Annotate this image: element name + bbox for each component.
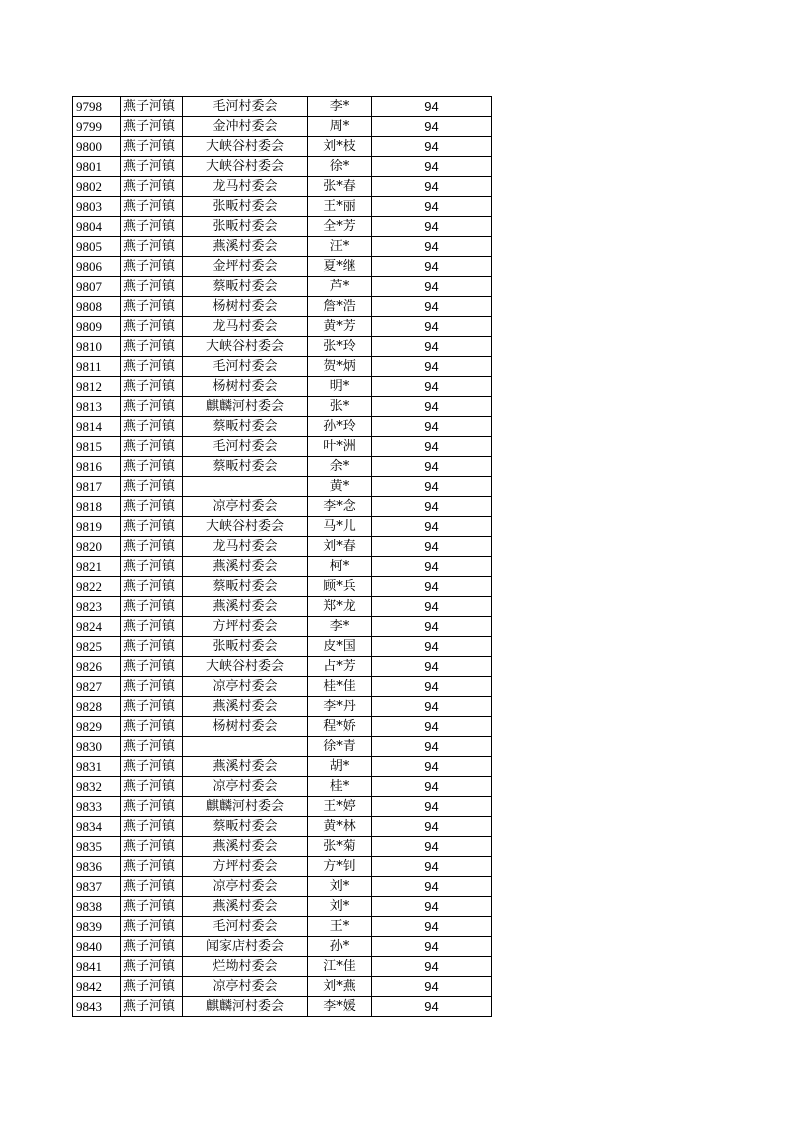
row-number-cell: 9807: [73, 277, 121, 297]
row-number-cell: 9815: [73, 437, 121, 457]
row-number-cell: 9820: [73, 537, 121, 557]
table-row: [73, 837, 492, 857]
town-cell: 燕子河镇: [121, 117, 183, 137]
row-number-cell: 9818: [73, 497, 121, 517]
table-row: [73, 417, 492, 437]
town-cell: 燕子河镇: [121, 917, 183, 937]
person-name-cell: 徐*: [308, 157, 372, 177]
score-cell: 94: [372, 717, 492, 737]
score-cell: 94: [372, 657, 492, 677]
table-row: [73, 137, 492, 157]
person-name-cell: 周*: [308, 117, 372, 137]
town-cell: 燕子河镇: [121, 337, 183, 357]
row-number-cell: 9798: [73, 97, 121, 117]
village-committee-cell: 麒麟河村委会: [183, 997, 308, 1017]
table-row: [73, 277, 492, 297]
village-committee-cell: 张畈村委会: [183, 197, 308, 217]
score-cell: 94: [372, 697, 492, 717]
table-row: [73, 797, 492, 817]
table-row: [73, 357, 492, 377]
table-row: [73, 877, 492, 897]
score-cell: 94: [372, 297, 492, 317]
person-name-cell: 郑*龙: [308, 597, 372, 617]
score-cell: 94: [372, 857, 492, 877]
village-committee-cell: 方坪村委会: [183, 857, 308, 877]
person-name-cell: 王*婷: [308, 797, 372, 817]
score-cell: 94: [372, 877, 492, 897]
row-number-cell: 9835: [73, 837, 121, 857]
person-name-cell: 李*: [308, 617, 372, 637]
score-cell: 94: [372, 257, 492, 277]
score-cell: 94: [372, 317, 492, 337]
score-cell: 94: [372, 957, 492, 977]
village-committee-cell: 凉亭村委会: [183, 977, 308, 997]
town-cell: 燕子河镇: [121, 857, 183, 877]
table-row: [73, 397, 492, 417]
village-committee-cell: 蔡畈村委会: [183, 457, 308, 477]
table-row: [73, 297, 492, 317]
table-row: [73, 997, 492, 1017]
row-number-cell: 9800: [73, 137, 121, 157]
row-number-cell: 9810: [73, 337, 121, 357]
row-number-cell: 9811: [73, 357, 121, 377]
score-cell: 94: [372, 497, 492, 517]
score-cell: 94: [372, 197, 492, 217]
person-name-cell: 方*钊: [308, 857, 372, 877]
score-cell: 94: [372, 397, 492, 417]
person-name-cell: 张*春: [308, 177, 372, 197]
row-number-cell: 9808: [73, 297, 121, 317]
row-number-cell: 9831: [73, 757, 121, 777]
table-row: [73, 637, 492, 657]
row-number-cell: 9803: [73, 197, 121, 217]
row-number-cell: 9825: [73, 637, 121, 657]
village-committee-cell: 蔡畈村委会: [183, 417, 308, 437]
village-committee-cell: [183, 737, 308, 757]
village-committee-cell: 麒麟河村委会: [183, 797, 308, 817]
village-committee-cell: 麒麟河村委会: [183, 397, 308, 417]
person-name-cell: 刘*: [308, 897, 372, 917]
village-committee-cell: 毛河村委会: [183, 97, 308, 117]
row-number-cell: 9834: [73, 817, 121, 837]
town-cell: 燕子河镇: [121, 817, 183, 837]
person-name-cell: 王*: [308, 917, 372, 937]
table-row: [73, 717, 492, 737]
row-number-cell: 9836: [73, 857, 121, 877]
score-cell: 94: [372, 677, 492, 697]
row-number-cell: 9809: [73, 317, 121, 337]
town-cell: 燕子河镇: [121, 537, 183, 557]
person-name-cell: 李*念: [308, 497, 372, 517]
town-cell: 燕子河镇: [121, 317, 183, 337]
town-cell: 燕子河镇: [121, 877, 183, 897]
table-row: [73, 517, 492, 537]
village-committee-cell: 烂坳村委会: [183, 957, 308, 977]
village-committee-cell: 燕溪村委会: [183, 697, 308, 717]
town-cell: 燕子河镇: [121, 157, 183, 177]
table-row: [73, 377, 492, 397]
table-row: [73, 537, 492, 557]
score-cell: 94: [372, 577, 492, 597]
town-cell: 燕子河镇: [121, 937, 183, 957]
town-cell: 燕子河镇: [121, 297, 183, 317]
person-name-cell: 柯*: [308, 557, 372, 577]
person-name-cell: 贺*炳: [308, 357, 372, 377]
village-committee-cell: 毛河村委会: [183, 437, 308, 457]
village-committee-cell: 燕溪村委会: [183, 237, 308, 257]
table-row: [73, 337, 492, 357]
row-number-cell: 9837: [73, 877, 121, 897]
town-cell: 燕子河镇: [121, 957, 183, 977]
town-cell: 燕子河镇: [121, 977, 183, 997]
person-name-cell: 明*: [308, 377, 372, 397]
village-committee-cell: 大峡谷村委会: [183, 157, 308, 177]
table-row: [73, 677, 492, 697]
table-row: [73, 897, 492, 917]
row-number-cell: 9832: [73, 777, 121, 797]
score-cell: 94: [372, 977, 492, 997]
row-number-cell: 9839: [73, 917, 121, 937]
person-name-cell: 汪*: [308, 237, 372, 257]
person-name-cell: 刘*燕: [308, 977, 372, 997]
row-number-cell: 9824: [73, 617, 121, 637]
score-cell: 94: [372, 837, 492, 857]
person-name-cell: 江*佳: [308, 957, 372, 977]
score-cell: 94: [372, 937, 492, 957]
table-row: [73, 657, 492, 677]
person-name-cell: 皮*国: [308, 637, 372, 657]
table-row: [73, 817, 492, 837]
table-row: [73, 257, 492, 277]
town-cell: 燕子河镇: [121, 477, 183, 497]
row-number-cell: 9806: [73, 257, 121, 277]
village-committee-cell: 大峡谷村委会: [183, 517, 308, 537]
row-number-cell: 9830: [73, 737, 121, 757]
row-number-cell: 9833: [73, 797, 121, 817]
row-number-cell: 9813: [73, 397, 121, 417]
town-cell: 燕子河镇: [121, 777, 183, 797]
town-cell: 燕子河镇: [121, 377, 183, 397]
person-name-cell: 黄*林: [308, 817, 372, 837]
row-number-cell: 9841: [73, 957, 121, 977]
village-committee-cell: [183, 477, 308, 497]
village-committee-cell: 张畈村委会: [183, 637, 308, 657]
score-cell: 94: [372, 557, 492, 577]
town-cell: 燕子河镇: [121, 517, 183, 537]
village-committee-cell: 杨树村委会: [183, 377, 308, 397]
score-cell: 94: [372, 117, 492, 137]
town-cell: 燕子河镇: [121, 997, 183, 1017]
score-cell: 94: [372, 177, 492, 197]
row-number-cell: 9819: [73, 517, 121, 537]
row-number-cell: 9802: [73, 177, 121, 197]
row-number-cell: 9801: [73, 157, 121, 177]
village-committee-cell: 蔡畈村委会: [183, 277, 308, 297]
person-name-cell: 孙*玲: [308, 417, 372, 437]
village-committee-cell: 龙马村委会: [183, 537, 308, 557]
score-cell: 94: [372, 777, 492, 797]
town-cell: 燕子河镇: [121, 837, 183, 857]
score-cell: 94: [372, 797, 492, 817]
village-committee-cell: 燕溪村委会: [183, 897, 308, 917]
row-number-cell: 9805: [73, 237, 121, 257]
table-row: [73, 937, 492, 957]
town-cell: 燕子河镇: [121, 697, 183, 717]
table-row: [73, 457, 492, 477]
score-cell: 94: [372, 517, 492, 537]
score-cell: 94: [372, 357, 492, 377]
score-cell: 94: [372, 377, 492, 397]
row-number-cell: 9812: [73, 377, 121, 397]
table-body: [73, 97, 492, 1017]
person-name-cell: 李*丹: [308, 697, 372, 717]
score-cell: 94: [372, 157, 492, 177]
table-row: [73, 697, 492, 717]
score-cell: 94: [372, 137, 492, 157]
person-name-cell: 王*丽: [308, 197, 372, 217]
town-cell: 燕子河镇: [121, 637, 183, 657]
village-committee-cell: 方坪村委会: [183, 617, 308, 637]
person-name-cell: 黄*: [308, 477, 372, 497]
table-row: [73, 777, 492, 797]
person-name-cell: 黄*芳: [308, 317, 372, 337]
town-cell: 燕子河镇: [121, 137, 183, 157]
village-committee-cell: 大峡谷村委会: [183, 137, 308, 157]
village-committee-cell: 龙马村委会: [183, 177, 308, 197]
table-row: [73, 317, 492, 337]
table-row: [73, 597, 492, 617]
row-number-cell: 9828: [73, 697, 121, 717]
village-committee-cell: 凉亭村委会: [183, 497, 308, 517]
row-number-cell: 9840: [73, 937, 121, 957]
table-row: [73, 497, 492, 517]
score-cell: 94: [372, 437, 492, 457]
person-name-cell: 胡*: [308, 757, 372, 777]
table-row: [73, 217, 492, 237]
village-committee-cell: 大峡谷村委会: [183, 337, 308, 357]
person-name-cell: 桂*佳: [308, 677, 372, 697]
village-committee-cell: 张畈村委会: [183, 217, 308, 237]
town-cell: 燕子河镇: [121, 357, 183, 377]
town-cell: 燕子河镇: [121, 217, 183, 237]
row-number-cell: 9838: [73, 897, 121, 917]
table-row: [73, 977, 492, 997]
town-cell: 燕子河镇: [121, 397, 183, 417]
town-cell: 燕子河镇: [121, 757, 183, 777]
score-cell: 94: [372, 617, 492, 637]
town-cell: 燕子河镇: [121, 277, 183, 297]
village-committee-cell: 杨树村委会: [183, 717, 308, 737]
town-cell: 燕子河镇: [121, 717, 183, 737]
person-name-cell: 占*芳: [308, 657, 372, 677]
row-number-cell: 9814: [73, 417, 121, 437]
table-row: [73, 117, 492, 137]
person-name-cell: 程*娇: [308, 717, 372, 737]
score-cell: 94: [372, 997, 492, 1017]
table-row: [73, 437, 492, 457]
town-cell: 燕子河镇: [121, 557, 183, 577]
town-cell: 燕子河镇: [121, 577, 183, 597]
town-cell: 燕子河镇: [121, 97, 183, 117]
town-cell: 燕子河镇: [121, 597, 183, 617]
row-number-cell: 9816: [73, 457, 121, 477]
village-committee-cell: 燕溪村委会: [183, 557, 308, 577]
person-name-cell: 夏*继: [308, 257, 372, 277]
village-committee-cell: 大峡谷村委会: [183, 657, 308, 677]
person-name-cell: 叶*洲: [308, 437, 372, 457]
person-name-cell: 芦*: [308, 277, 372, 297]
score-cell: 94: [372, 337, 492, 357]
table-row: [73, 237, 492, 257]
score-cell: 94: [372, 917, 492, 937]
score-cell: 94: [372, 237, 492, 257]
town-cell: 燕子河镇: [121, 657, 183, 677]
score-cell: 94: [372, 637, 492, 657]
town-cell: 燕子河镇: [121, 417, 183, 437]
village-committee-cell: 燕溪村委会: [183, 597, 308, 617]
village-committee-cell: 凉亭村委会: [183, 677, 308, 697]
village-committee-cell: 凉亭村委会: [183, 777, 308, 797]
table-row: [73, 857, 492, 877]
town-cell: 燕子河镇: [121, 617, 183, 637]
village-committee-cell: 金坪村委会: [183, 257, 308, 277]
person-name-cell: 李*: [308, 97, 372, 117]
row-number-cell: 9817: [73, 477, 121, 497]
town-cell: 燕子河镇: [121, 897, 183, 917]
row-number-cell: 9843: [73, 997, 121, 1017]
person-name-cell: 徐*青: [308, 737, 372, 757]
town-cell: 燕子河镇: [121, 197, 183, 217]
village-committee-cell: 毛河村委会: [183, 357, 308, 377]
town-cell: 燕子河镇: [121, 237, 183, 257]
town-cell: 燕子河镇: [121, 257, 183, 277]
score-cell: 94: [372, 217, 492, 237]
person-name-cell: 马*儿: [308, 517, 372, 537]
village-committee-cell: 蔡畈村委会: [183, 817, 308, 837]
table-row: [73, 617, 492, 637]
row-number-cell: 9826: [73, 657, 121, 677]
table-row: [73, 737, 492, 757]
row-number-cell: 9799: [73, 117, 121, 137]
town-cell: 燕子河镇: [121, 177, 183, 197]
person-name-cell: 孙*: [308, 937, 372, 957]
person-name-cell: 刘*春: [308, 537, 372, 557]
score-cell: 94: [372, 97, 492, 117]
village-committee-cell: 龙马村委会: [183, 317, 308, 337]
score-cell: 94: [372, 457, 492, 477]
person-name-cell: 张*玲: [308, 337, 372, 357]
score-cell: 94: [372, 757, 492, 777]
score-cell: 94: [372, 537, 492, 557]
village-committee-cell: 闻家店村委会: [183, 937, 308, 957]
person-name-cell: 詹*浩: [308, 297, 372, 317]
village-committee-cell: 燕溪村委会: [183, 837, 308, 857]
town-cell: 燕子河镇: [121, 797, 183, 817]
data-table: [72, 96, 492, 1017]
town-cell: 燕子河镇: [121, 457, 183, 477]
score-cell: 94: [372, 897, 492, 917]
village-committee-cell: 燕溪村委会: [183, 757, 308, 777]
person-name-cell: 张*菊: [308, 837, 372, 857]
score-cell: 94: [372, 477, 492, 497]
row-number-cell: 9822: [73, 577, 121, 597]
town-cell: 燕子河镇: [121, 677, 183, 697]
person-name-cell: 李*媛: [308, 997, 372, 1017]
person-name-cell: 顾*兵: [308, 577, 372, 597]
person-name-cell: 刘*枝: [308, 137, 372, 157]
village-committee-cell: 蔡畈村委会: [183, 577, 308, 597]
village-committee-cell: 凉亭村委会: [183, 877, 308, 897]
score-cell: 94: [372, 417, 492, 437]
table-row: [73, 757, 492, 777]
table-row: [73, 97, 492, 117]
row-number-cell: 9823: [73, 597, 121, 617]
table-row: [73, 557, 492, 577]
table-row: [73, 477, 492, 497]
table-row: [73, 197, 492, 217]
person-name-cell: 桂*: [308, 777, 372, 797]
score-cell: 94: [372, 597, 492, 617]
table-row: [73, 157, 492, 177]
score-cell: 94: [372, 277, 492, 297]
person-name-cell: 张*: [308, 397, 372, 417]
person-name-cell: 余*: [308, 457, 372, 477]
town-cell: 燕子河镇: [121, 737, 183, 757]
village-committee-cell: 金冲村委会: [183, 117, 308, 137]
person-name-cell: 全*芳: [308, 217, 372, 237]
table-row: [73, 577, 492, 597]
row-number-cell: 9827: [73, 677, 121, 697]
person-name-cell: 刘*: [308, 877, 372, 897]
town-cell: 燕子河镇: [121, 497, 183, 517]
row-number-cell: 9829: [73, 717, 121, 737]
score-cell: 94: [372, 737, 492, 757]
score-cell: 94: [372, 817, 492, 837]
row-number-cell: 9821: [73, 557, 121, 577]
row-number-cell: 9804: [73, 217, 121, 237]
table-row: [73, 957, 492, 977]
table-row: [73, 177, 492, 197]
table-row: [73, 917, 492, 937]
row-number-cell: 9842: [73, 977, 121, 997]
village-committee-cell: 毛河村委会: [183, 917, 308, 937]
village-committee-cell: 杨树村委会: [183, 297, 308, 317]
town-cell: 燕子河镇: [121, 437, 183, 457]
